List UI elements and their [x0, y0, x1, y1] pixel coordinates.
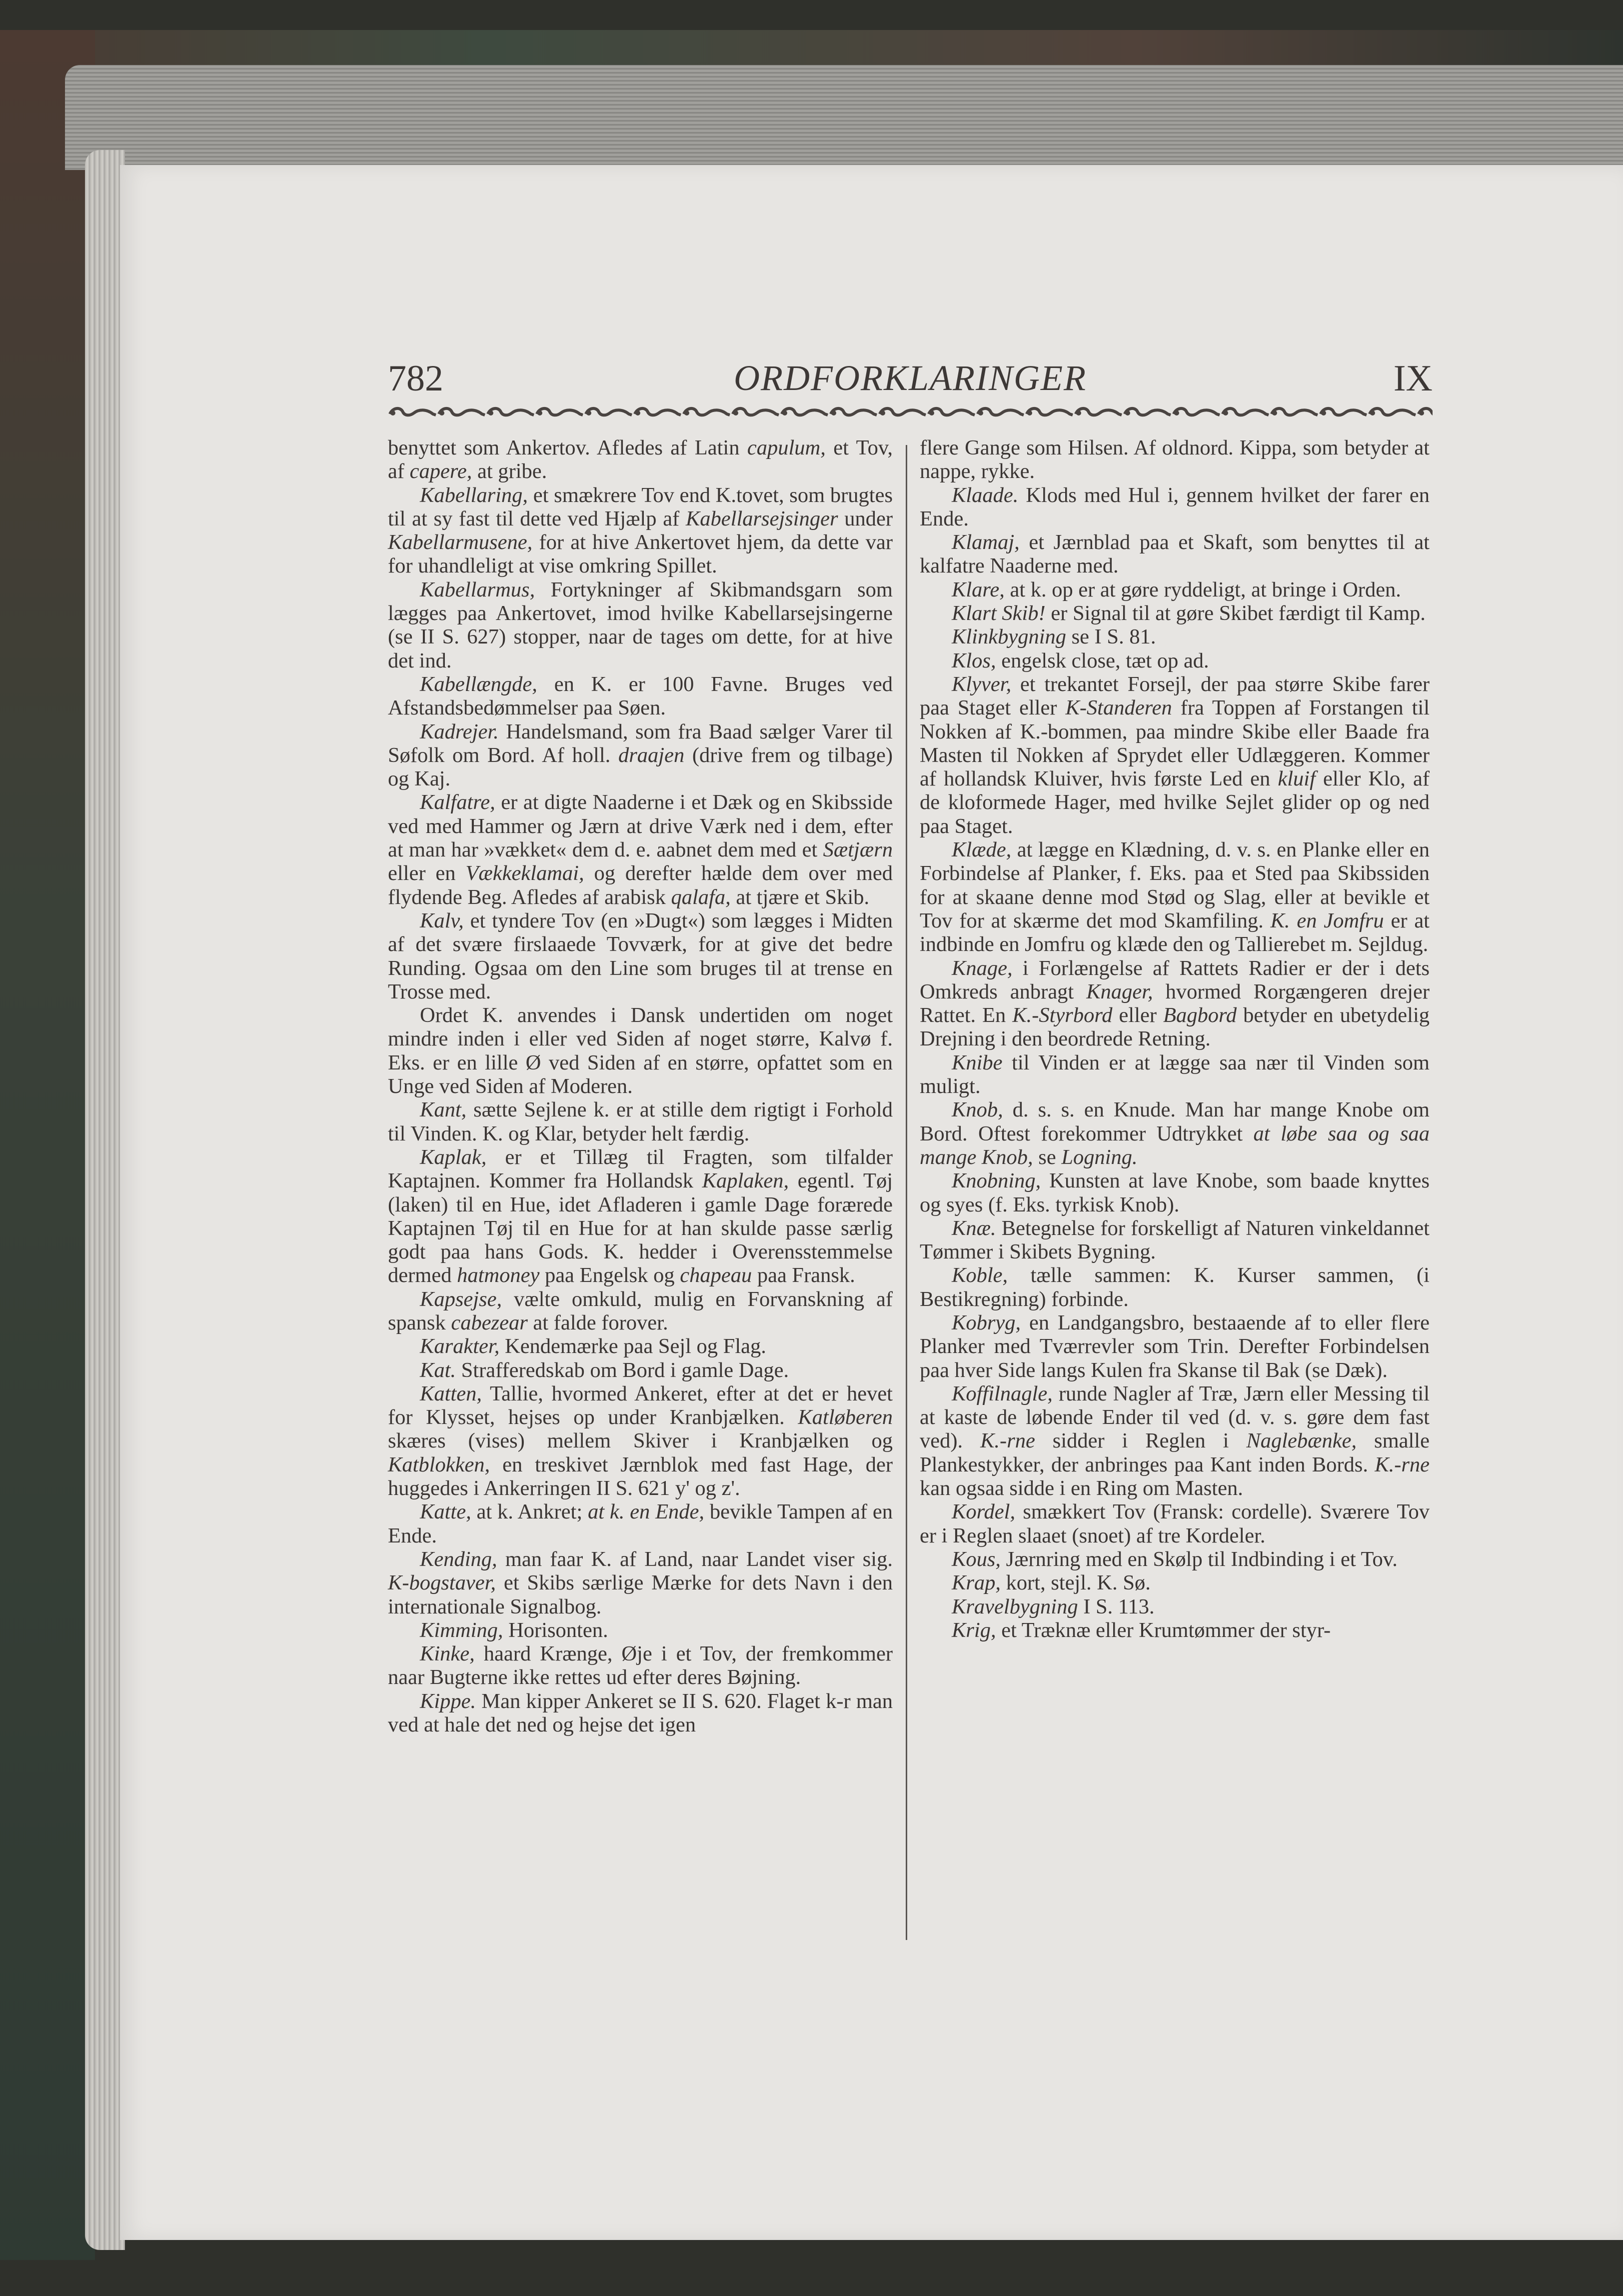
- entry-term-italic: Katløberen: [798, 1406, 893, 1430]
- glossary-entry: [920, 1382, 1430, 1500]
- entry-text: sætte Sejlene k. er at stille dem rigtigt i Forhold til Vinden. K. og Klar, betyder helt færdig.: [388, 1098, 893, 1146]
- entry-text: at falde forover.: [527, 1310, 668, 1334]
- entry-term-italic: Katten,: [420, 1382, 482, 1406]
- entry-term-italic: K-Standeren: [1065, 696, 1172, 720]
- entry-text: betyder en ubetydelig Drejning i den beordrede Retning.: [920, 1004, 1430, 1051]
- entry-term-italic: Kaplak,: [420, 1145, 487, 1169]
- entry-text: at lægge en Klædning, d. v. s. en Planke eller en Forbindelse af Planker, f. Eks. paa et Sted paa Skibssiden for at skaane denne mod Stød og Slag, eller at bevikle et Tov for at skærme det mod Skamfiling.: [920, 838, 1430, 932]
- entry-text: et trekantet Forsejl, der paa større Skibe farer paa Staget eller: [920, 672, 1430, 720]
- entry-text: paa Fransk.: [752, 1264, 855, 1288]
- glossary-entry: [388, 1358, 893, 1382]
- entry-term-italic: chapeau: [680, 1264, 752, 1288]
- entry-term-italic: Kimming,: [420, 1618, 503, 1642]
- glossary-entry: [388, 672, 893, 720]
- entry-text: eller en: [388, 862, 466, 886]
- entry-term-italic: Kant,: [420, 1098, 467, 1122]
- entry-term-italic: Logning.: [1061, 1145, 1138, 1169]
- glossary-entry: [388, 1382, 893, 1500]
- entry-term-italic: Krig,: [952, 1618, 996, 1642]
- entry-text: at gribe.: [472, 460, 547, 484]
- glossary-entry: [920, 649, 1430, 672]
- entry-text: se: [1033, 1145, 1062, 1169]
- column-divider: [906, 445, 907, 1940]
- entry-text: og derefter hælde dem over med flydende Beg. Afledes af arabisk: [388, 862, 893, 909]
- glossary-entry: [388, 1004, 893, 1098]
- entry-term-italic: Knobning,: [952, 1169, 1041, 1193]
- glossary-entry: [920, 1311, 1430, 1382]
- glossary-entry: [388, 1548, 893, 1618]
- glossary-entry: [920, 1595, 1430, 1618]
- entry-term-italic: Karakter,: [420, 1334, 500, 1358]
- entry-term-italic: Klos,: [952, 648, 996, 672]
- entry-term-italic: hatmoney: [457, 1264, 540, 1288]
- entry-term-italic: Koffilnagle,: [952, 1382, 1053, 1406]
- entry-term-italic: Kalv,: [420, 908, 464, 932]
- entry-text: eller: [1112, 1004, 1163, 1028]
- entry-text: skæres (vises) mellem Skiver i Kranbjælken og: [388, 1429, 893, 1453]
- entry-term-italic: draajen: [618, 743, 685, 767]
- entry-term-italic: at k. en Ende,: [587, 1500, 705, 1524]
- entry-term-italic: K.-rne: [980, 1429, 1035, 1453]
- entry-text: paa Engelsk og: [539, 1264, 680, 1288]
- entry-text: et Skibs særlige Mærke for dets Navn i den internationale Signalbog.: [388, 1571, 893, 1618]
- entry-term-italic: Kabellarmus,: [420, 578, 535, 602]
- running-title: ORDFORKLARINGER: [734, 358, 1087, 398]
- page-edges-top: [65, 65, 1623, 170]
- entry-term-italic: Naglebænke,: [1246, 1429, 1357, 1453]
- page-header: [388, 358, 1433, 408]
- entry-term-italic: at løbe saa og saa mange Knob,: [920, 1122, 1430, 1169]
- entry-text: under: [838, 506, 893, 530]
- entry-term-italic: Knager,: [1086, 980, 1153, 1004]
- entry-text: Ordet K. anvendes i Dansk undertiden om noget mindre inden i eller ved Siden af noget større, Kalvø f. Eks. er en lille Ø ved Siden af en større, opfattet som en Unge ved Siden af Moderen.: [388, 1004, 893, 1098]
- entry-text: smalle Plankestykker, der anbringes paa Kant inden Bords.: [920, 1429, 1430, 1476]
- entry-text: man faar K. af Land, naar Landet viser sig.: [497, 1547, 893, 1571]
- book-cover-spine: [0, 30, 95, 2260]
- glossary-entry: [920, 1618, 1430, 1642]
- glossary-entry: [388, 578, 893, 672]
- entry-text: en treskivet Jærnblok med fast Hage, der huggedes i Ankerringen II S. 621 y' og z'.: [388, 1452, 893, 1500]
- glossary-entry: [388, 1288, 893, 1335]
- entry-text: flere Gange som Hilsen. Af oldnord. Kippa, som betyder at nappe, rykke.: [920, 436, 1430, 484]
- glossary-entry: [388, 1642, 893, 1690]
- entry-term-italic: Kending,: [420, 1547, 497, 1571]
- entry-term-italic: K.-Styrbord: [1012, 1004, 1113, 1028]
- entry-text: Klods med Hul i, gennem hvilket der farer en Ende.: [920, 483, 1430, 530]
- entry-term-italic: Koble,: [952, 1264, 1008, 1288]
- entry-text: fra Toppen af Forstangen til Nokken af K.-bommen, paa mindre Skibe eller Baade fra Masten til Nokken af Sprydet eller Udlæggeren. Kommer af hollandsk Kluiver, hvis første Led en: [920, 696, 1430, 791]
- entry-term-italic: kluif: [1278, 767, 1316, 791]
- entry-term-italic: Knæ.: [952, 1216, 996, 1240]
- entry-term-italic: Kravelbygning: [952, 1594, 1078, 1618]
- entry-term-italic: Knibe: [952, 1050, 1003, 1074]
- entry-term-italic: Katblokken,: [388, 1452, 490, 1476]
- entry-text: sidder i Reglen i: [1035, 1429, 1247, 1453]
- entry-term-italic: capulum,: [747, 436, 826, 460]
- entry-text: en Landgangsbro, bestaaende af to eller flere Planker med Tværrevler som Trin. Derefter Forbindelsen paa hver Side langs Kulen fra Skanse til Bak (se Dæk).: [920, 1310, 1430, 1382]
- glossary-entry: [920, 1169, 1430, 1216]
- entry-text: d. s. s. en Knude. Man har mange Knobe om Bord. Oftest forekommer Udtrykket: [920, 1098, 1430, 1146]
- entry-text: at tjære et Skib.: [730, 885, 870, 909]
- entry-text: tælle sammen: K. Kurser sammen, (i Bestikregning) forbinde.: [920, 1264, 1430, 1311]
- entry-text: er et Tillæg til Fragten, som tilfalder Kaptajnen. Kommer fra Hollandsk: [388, 1145, 893, 1193]
- entry-term-italic: Klinkbygning: [952, 625, 1066, 649]
- glossary-entry: [388, 720, 893, 791]
- glossary-entry: [920, 1216, 1430, 1264]
- glossary-entry: [388, 1500, 893, 1548]
- entry-term-italic: capere,: [409, 460, 472, 484]
- right-text-column: [920, 436, 1430, 1642]
- entry-text: I S. 113.: [1078, 1594, 1155, 1618]
- glossary-entry: [920, 672, 1430, 838]
- entry-text: for at hive Ankertovet hjem, da dette var for uhandleligt at vise omkring Spillet.: [388, 530, 893, 578]
- section-number: IX: [1393, 358, 1433, 399]
- glossary-entry: [388, 909, 893, 1004]
- entry-text: er at indbinde en Jomfru og klæde den og Tallierebet m. Sejldug.: [920, 908, 1430, 956]
- left-text-column: [388, 436, 893, 1736]
- entry-text: kort, stejl. K. Sø.: [1001, 1571, 1151, 1595]
- entry-text: at k. op er at gøre ryddeligt, at bringe i Orden.: [1004, 578, 1401, 602]
- page-edges-left: [85, 150, 125, 2250]
- entry-text: i Forlængelse af Rattets Radier er der i dets Omkreds anbragt: [920, 956, 1430, 1004]
- entry-text: engelsk close, tæt op ad.: [996, 648, 1209, 672]
- entry-text: haard Krænge, Øje i et Tov, der fremkommer naar Bugterne ikke rettes ud efter deres Bøjning.: [388, 1642, 893, 1690]
- glossary-entry: [920, 484, 1430, 531]
- glossary-entry: [388, 1618, 893, 1642]
- entry-term-italic: Kapsejse,: [420, 1287, 502, 1311]
- glossary-entry: [920, 530, 1430, 578]
- entry-term-italic: Bagbord: [1163, 1004, 1237, 1028]
- entry-term-italic: Klare,: [952, 578, 1005, 602]
- glossary-entry: [388, 1690, 893, 1737]
- entry-term-italic: qalafa,: [671, 885, 731, 909]
- glossary-entry: [388, 1146, 893, 1288]
- entry-text: Tallie, hvormed Ankeret, efter at det er hevet for Klysset, hejses op under Kranbjælken.: [388, 1382, 893, 1430]
- entry-text: et smækrere Tov end K.tovet, som brugtes til at sy fast til dette ved Hjælp af: [388, 483, 893, 530]
- entry-text: Horisonten.: [503, 1618, 608, 1642]
- glossary-entry: [920, 1571, 1430, 1594]
- entry-text: et Jærnblad paa et Skaft, som benyttes til at kalfatre Naaderne med.: [920, 530, 1430, 578]
- entry-text: kan ogsaa sidde i en Ring om Masten.: [920, 1476, 1243, 1500]
- entry-text: Betegnelse for forskelligt af Naturen vinkeldannet Tømmer i Skibets Bygning.: [920, 1216, 1430, 1264]
- entry-text: smækkert Tov (Fransk: cordelle). Sværere Tov er i Reglen slaaet (snoet) af tre Kordeler.: [920, 1500, 1430, 1548]
- entry-term-italic: Katte,: [420, 1500, 471, 1524]
- entry-term-italic: Kabellarsejsinger: [685, 506, 838, 530]
- glossary-entry: [920, 1098, 1430, 1169]
- entry-term-italic: Kaplaken,: [702, 1169, 789, 1193]
- entry-text: er Signal til at gøre Skibet færdigt til Kamp.: [1045, 602, 1426, 626]
- glossary-entry: [920, 436, 1430, 484]
- entry-term-italic: Kinke,: [420, 1642, 475, 1666]
- entry-text: vælte omkuld, mulig en Forvanskning af spansk: [388, 1287, 893, 1334]
- glossary-entry: [388, 790, 893, 908]
- glossary-entry: [920, 1051, 1430, 1098]
- entry-term-italic: Kippe.: [420, 1689, 476, 1713]
- entry-text: Strafferedskab om Bord i gamle Dage.: [456, 1358, 789, 1382]
- entry-term-italic: Klart Skib!: [952, 602, 1046, 626]
- glossary-entry: [388, 484, 893, 578]
- entry-term-italic: Kabellængde,: [420, 672, 537, 696]
- glossary-entry: [388, 1098, 893, 1146]
- entry-text: Fortykninger af Skibmandsgarn som lægges paa Ankertovet, imod hvilke Kabellarsejsingerne (se II S. 627) stopper, naar de tages om dette, for at hive det ind.: [388, 578, 893, 672]
- entry-text: Man kipper Ankeret se II S. 620. Flaget k-r man ved at hale det ned og hejse det igen: [388, 1689, 893, 1737]
- entry-term-italic: K. en Jomfru: [1270, 908, 1384, 932]
- entry-text: runde Nagler af Træ, Jærn eller Messing til at kaste de løbende Ender til ved (d. v. s. gøre dem fast ved).: [920, 1382, 1430, 1453]
- entry-term-italic: cabezear: [451, 1310, 528, 1334]
- entry-term-italic: Sætjærn: [823, 838, 893, 862]
- entry-term-italic: Kabellaring,: [420, 483, 528, 507]
- entry-text: eller Klo, af de kloformede Hager, med hvilke Sejlet glider op og ned paa Staget.: [920, 767, 1430, 838]
- entry-text: egentl. Tøj (laken) til en Hue, idet Afladeren i gamle Dage forærede Kaptajnen Tøj til en Hue for at han skulde passe særlig godt paa hans Gods. K. hedder i Overensstemmelse dermed: [388, 1169, 893, 1288]
- glossary-entry: [920, 838, 1430, 956]
- entry-text: benyttet som Ankertov. Afledes af Latin: [388, 436, 747, 460]
- entry-term-italic: Kabellarmusene,: [388, 530, 533, 554]
- entry-term-italic: K.-rne: [1375, 1452, 1430, 1476]
- entry-term-italic: Kous,: [952, 1547, 1001, 1571]
- entry-text: Kendemærke paa Sejl og Flag.: [499, 1334, 766, 1358]
- entry-text: et Træknæ eller Krumtømmer der styr-: [996, 1618, 1331, 1642]
- glossary-entry: [920, 1548, 1430, 1571]
- glossary-entry: [920, 956, 1430, 1051]
- glossary-entry: [920, 1264, 1430, 1311]
- entry-text: se I S. 81.: [1066, 625, 1156, 649]
- entry-text: at k. Ankret;: [471, 1500, 588, 1524]
- entry-term-italic: Kordel,: [952, 1500, 1016, 1524]
- entry-term-italic: Kobryg,: [952, 1310, 1021, 1334]
- glossary-entry: [388, 436, 893, 484]
- entry-term-italic: Klamaj,: [952, 530, 1020, 554]
- entry-term-italic: Knage,: [952, 956, 1013, 980]
- glossary-entry: [388, 1334, 893, 1358]
- decorative-ornament-rule: [388, 404, 1433, 424]
- entry-term-italic: Klaade.: [952, 483, 1019, 507]
- page-number: 782: [388, 358, 443, 399]
- entry-text: Jærnring med en Skølp til Indbinding i et Tov.: [1001, 1547, 1398, 1571]
- entry-text: (drive frem og tilbage) og Kaj.: [388, 743, 893, 791]
- entry-text: hvormed Rorgængeren drejer Rattet. En: [920, 980, 1430, 1028]
- glossary-entry: [920, 1500, 1430, 1548]
- entry-text: bevikle Tampen af en Ende.: [388, 1500, 893, 1548]
- entry-term-italic: Knob,: [952, 1098, 1003, 1122]
- glossary-entry: [920, 625, 1430, 648]
- entry-text: et Tov, af: [388, 436, 893, 484]
- entry-text: til Vinden er at lægge saa nær til Vinden som muligt.: [920, 1050, 1430, 1098]
- entry-text: Handelsmand, som fra Baad sælger Varer til Søfolk om Bord. Af holl.: [388, 720, 893, 767]
- entry-term-italic: Klæde,: [952, 838, 1012, 862]
- entry-text: et tyndere Tov (en »Dugt«) som lægges i Midten af det svære firslaaede Tovværk, for at give det bedre Runding. Ogsaa om den Line som bruges til at trense en Trosse med.: [388, 908, 893, 1004]
- entry-text: en K. er 100 Favne. Bruges ved Afstandsbedømmelser paa Søen.: [388, 672, 893, 720]
- entry-text: Kunsten at lave Knobe, som baade knyttes og syes (f. Eks. tyrkisk Knob).: [920, 1169, 1430, 1216]
- glossary-entry: [920, 578, 1430, 602]
- entry-text: er at digte Naaderne i et Dæk og en Skibsside ved med Hammer og Jærn at drive Værk ned i dem, efter at man har »vækket« dem d. e. aabnet dem med et: [388, 790, 893, 862]
- entry-term-italic: Kalfatre,: [420, 790, 495, 814]
- glossary-entry: [920, 602, 1430, 625]
- entry-term-italic: Kat.: [420, 1358, 456, 1382]
- entry-term-italic: Klyver,: [952, 672, 1012, 696]
- entry-term-italic: Krap,: [952, 1571, 1001, 1595]
- entry-term-italic: K-bogstaver,: [388, 1571, 496, 1595]
- entry-term-italic: Vækkeklamai,: [465, 862, 584, 886]
- entry-term-italic: Kadrejer.: [420, 720, 499, 744]
